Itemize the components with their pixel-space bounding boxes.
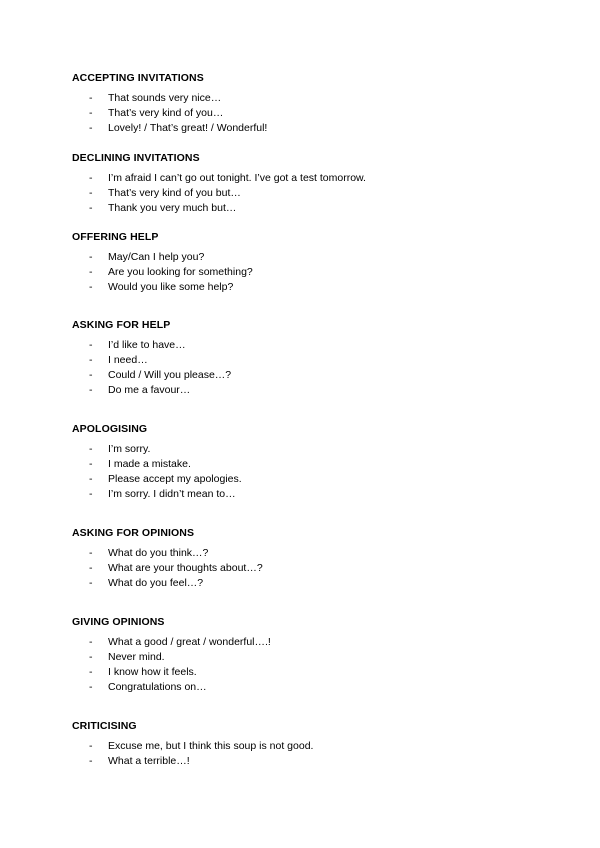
section-heading: ACCEPTING INVITATIONS [72, 72, 204, 84]
phrase-text: What do you feel…? [108, 577, 204, 589]
phrase-list [72, 171, 552, 216]
phrase-text: Excuse me, but I think this soup is not good. [108, 740, 314, 752]
phrase-text: I’m sorry. [108, 443, 151, 455]
phrase-list [72, 739, 552, 769]
bullet-dash: - [89, 636, 93, 648]
bullet-dash: - [89, 92, 93, 104]
list-item [72, 576, 552, 591]
section-accepting-invitations [72, 71, 552, 136]
section-heading: DECLINING INVITATIONS [72, 152, 200, 164]
phrase-text: Could / Will you please…? [108, 369, 232, 381]
list-item [72, 121, 552, 136]
phrase-list [72, 546, 552, 591]
list-item [72, 265, 552, 280]
phrase-text: Are you looking for something? [108, 266, 253, 278]
phrase-text: What a terrible…! [108, 755, 190, 767]
bullet-dash: - [89, 547, 93, 559]
section-offering-help [72, 230, 552, 295]
section-heading: APOLOGISING [72, 423, 148, 435]
phrase-text: Please accept my apologies. [108, 473, 242, 485]
list-item [72, 754, 552, 769]
list-item [72, 106, 552, 121]
bullet-dash: - [89, 384, 93, 396]
section-heading: OFFERING HELP [72, 231, 159, 243]
bullet-dash: - [89, 339, 93, 351]
bullet-dash: - [89, 577, 93, 589]
phrase-text: Would you like some help? [108, 281, 234, 293]
list-item [72, 338, 552, 353]
list-item [72, 739, 552, 754]
phrase-text: I know how it feels. [108, 666, 197, 678]
list-item [72, 280, 552, 295]
bullet-dash: - [89, 369, 93, 381]
section-criticising [72, 719, 552, 769]
list-item [72, 383, 552, 398]
bullet-dash: - [89, 740, 93, 752]
phrase-text: Congratulations on… [108, 681, 207, 693]
bullet-dash: - [89, 666, 93, 678]
bullet-dash: - [89, 107, 93, 119]
section-heading: CRITICISING [72, 720, 137, 732]
phrase-text: Thank you very much but… [108, 202, 237, 214]
bullet-dash: - [89, 458, 93, 470]
bullet-dash: - [89, 473, 93, 485]
list-item [72, 368, 552, 383]
list-item [72, 442, 552, 457]
bullet-dash: - [89, 562, 93, 574]
bullet-dash: - [89, 251, 93, 263]
phrase-list [72, 635, 552, 695]
list-item [72, 201, 552, 216]
section-asking-for-opinions [72, 526, 552, 591]
bullet-dash: - [89, 681, 93, 693]
list-item [72, 91, 552, 106]
list-item [72, 171, 552, 186]
bullet-dash: - [89, 354, 93, 366]
phrase-text: I’m sorry. I didn’t mean to… [108, 488, 236, 500]
list-item [72, 665, 552, 680]
list-item [72, 457, 552, 472]
phrase-text: What a good / great / wonderful….! [108, 636, 271, 648]
section-heading: ASKING FOR HELP [72, 319, 171, 331]
bullet-dash: - [89, 122, 93, 134]
list-item [72, 487, 552, 502]
list-item [72, 472, 552, 487]
phrase-text: That’s very kind of you but… [108, 187, 241, 199]
section-apologising [72, 422, 552, 502]
list-item [72, 561, 552, 576]
phrase-text: What are your thoughts about…? [108, 562, 263, 574]
bullet-dash: - [89, 443, 93, 455]
bullet-dash: - [89, 488, 93, 500]
list-item [72, 546, 552, 561]
list-item [72, 635, 552, 650]
phrase-text: Never mind. [108, 651, 165, 663]
list-item [72, 353, 552, 368]
phrase-text: I’d like to have… [108, 339, 186, 351]
bullet-dash: - [89, 172, 93, 184]
phrase-list [72, 250, 552, 295]
section-declining-invitations [72, 151, 552, 216]
bullet-dash: - [89, 187, 93, 199]
bullet-dash: - [89, 266, 93, 278]
phrase-text: I’m afraid I can’t go out tonight. I’ve got a test tomorrow. [108, 172, 366, 184]
bullet-dash: - [89, 755, 93, 767]
phrase-text: I need… [108, 354, 148, 366]
bullet-dash: - [89, 281, 93, 293]
section-heading: GIVING OPINIONS [72, 616, 165, 628]
phrase-text: I made a mistake. [108, 458, 191, 470]
section-asking-for-help [72, 318, 552, 398]
list-item [72, 680, 552, 695]
phrase-text: That sounds very nice… [108, 92, 222, 104]
list-item [72, 186, 552, 201]
bullet-dash: - [89, 202, 93, 214]
bullet-dash: - [89, 651, 93, 663]
phrase-list [72, 338, 552, 398]
phrase-text: That’s very kind of you… [108, 107, 224, 119]
phrase-list [72, 442, 552, 502]
phrase-text: Do me a favour… [108, 384, 191, 396]
phrase-text: May/Can I help you? [108, 251, 205, 263]
list-item [72, 250, 552, 265]
section-giving-opinions [72, 615, 552, 695]
phrase-text: What do you think…? [108, 547, 209, 559]
phrase-text: Lovely! / That’s great! / Wonderful! [108, 122, 268, 134]
section-heading: ASKING FOR OPINIONS [72, 527, 195, 539]
phrase-list [72, 91, 552, 136]
list-item [72, 650, 552, 665]
